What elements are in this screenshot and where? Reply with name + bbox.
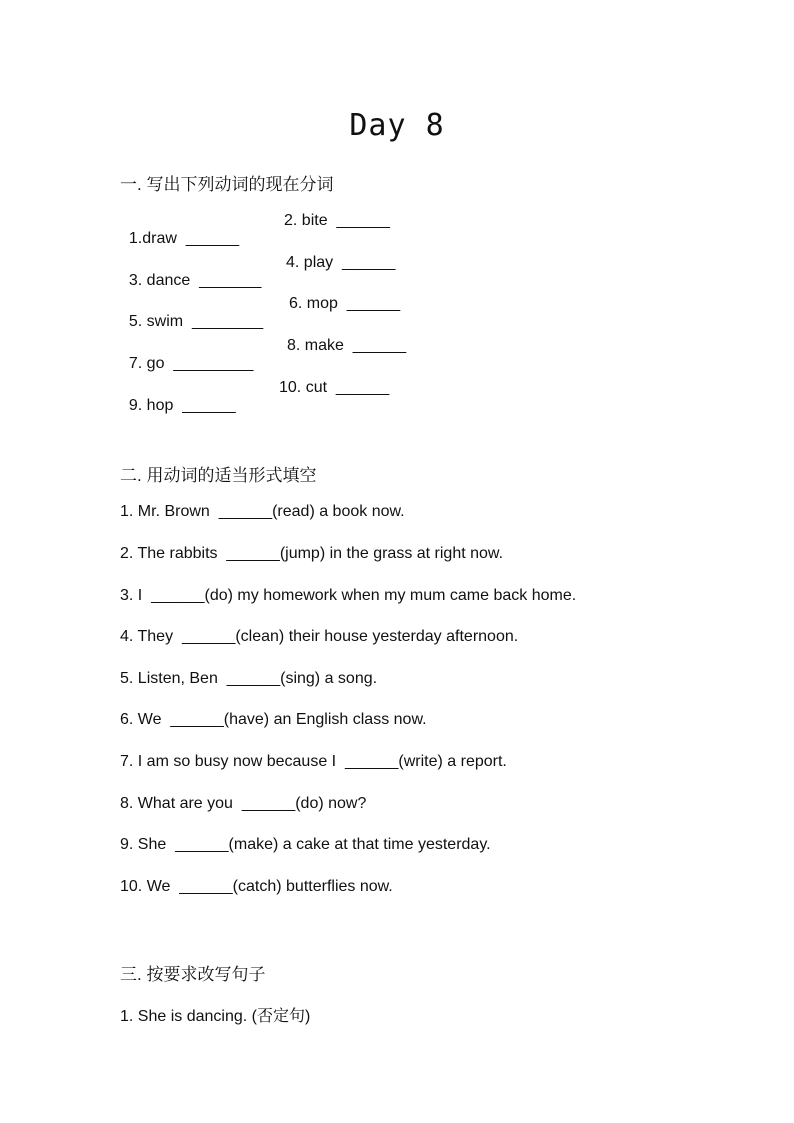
exercise-item: 5. Listen, Ben ______(sing) a song. xyxy=(120,670,378,687)
verb-item: 5. swim ________ xyxy=(128,313,264,330)
verb-item: 8. make ______ xyxy=(287,337,407,354)
exercise-item: 1. She is dancing. (否定句) xyxy=(120,1008,311,1025)
exercise-item: 4. They ______(clean) their house yesterday afternoon. xyxy=(120,628,519,645)
section-2-heading: 二. 用动词的适当形式填空 xyxy=(120,466,317,485)
exercise-item: 1. Mr. Brown ______(read) a book now. xyxy=(120,503,405,520)
verb-row-5 xyxy=(120,379,390,433)
exercise-item: 2. The rabbits ______(jump) in the grass at right now. xyxy=(120,545,504,562)
exercise-item: 6. We ______(have) an English class now. xyxy=(120,711,427,728)
verb-item: 3. dance _______ xyxy=(128,272,262,289)
verb-item: 4. play ______ xyxy=(286,254,396,271)
verb-item: 7. go _________ xyxy=(128,355,254,372)
verb-item: 10. cut ______ xyxy=(279,379,390,396)
section-3-heading: 三. 按要求改写句子 xyxy=(120,965,266,984)
section-1-heading: 一. 写出下列动词的现在分词 xyxy=(120,175,334,194)
page-title: Day 8 xyxy=(349,108,445,143)
verb-item: 9. hop ______ xyxy=(128,397,236,414)
verb-item: 2. bite ______ xyxy=(284,212,390,229)
exercise-item: 10. We ______(catch) butterflies now. xyxy=(120,878,393,895)
exercise-item: 7. I am so busy now because I ______(write) a report. xyxy=(120,753,507,770)
verb-item: 6. mop ______ xyxy=(289,295,401,312)
exercise-item: 9. She ______(make) a cake at that time yesterday. xyxy=(120,836,491,853)
verb-item: 1.draw ______ xyxy=(128,230,240,247)
exercise-item: 3. I ______(do) my homework when my mum came back home. xyxy=(120,587,577,604)
exercise-item: 8. What are you ______(do) now? xyxy=(120,795,367,812)
